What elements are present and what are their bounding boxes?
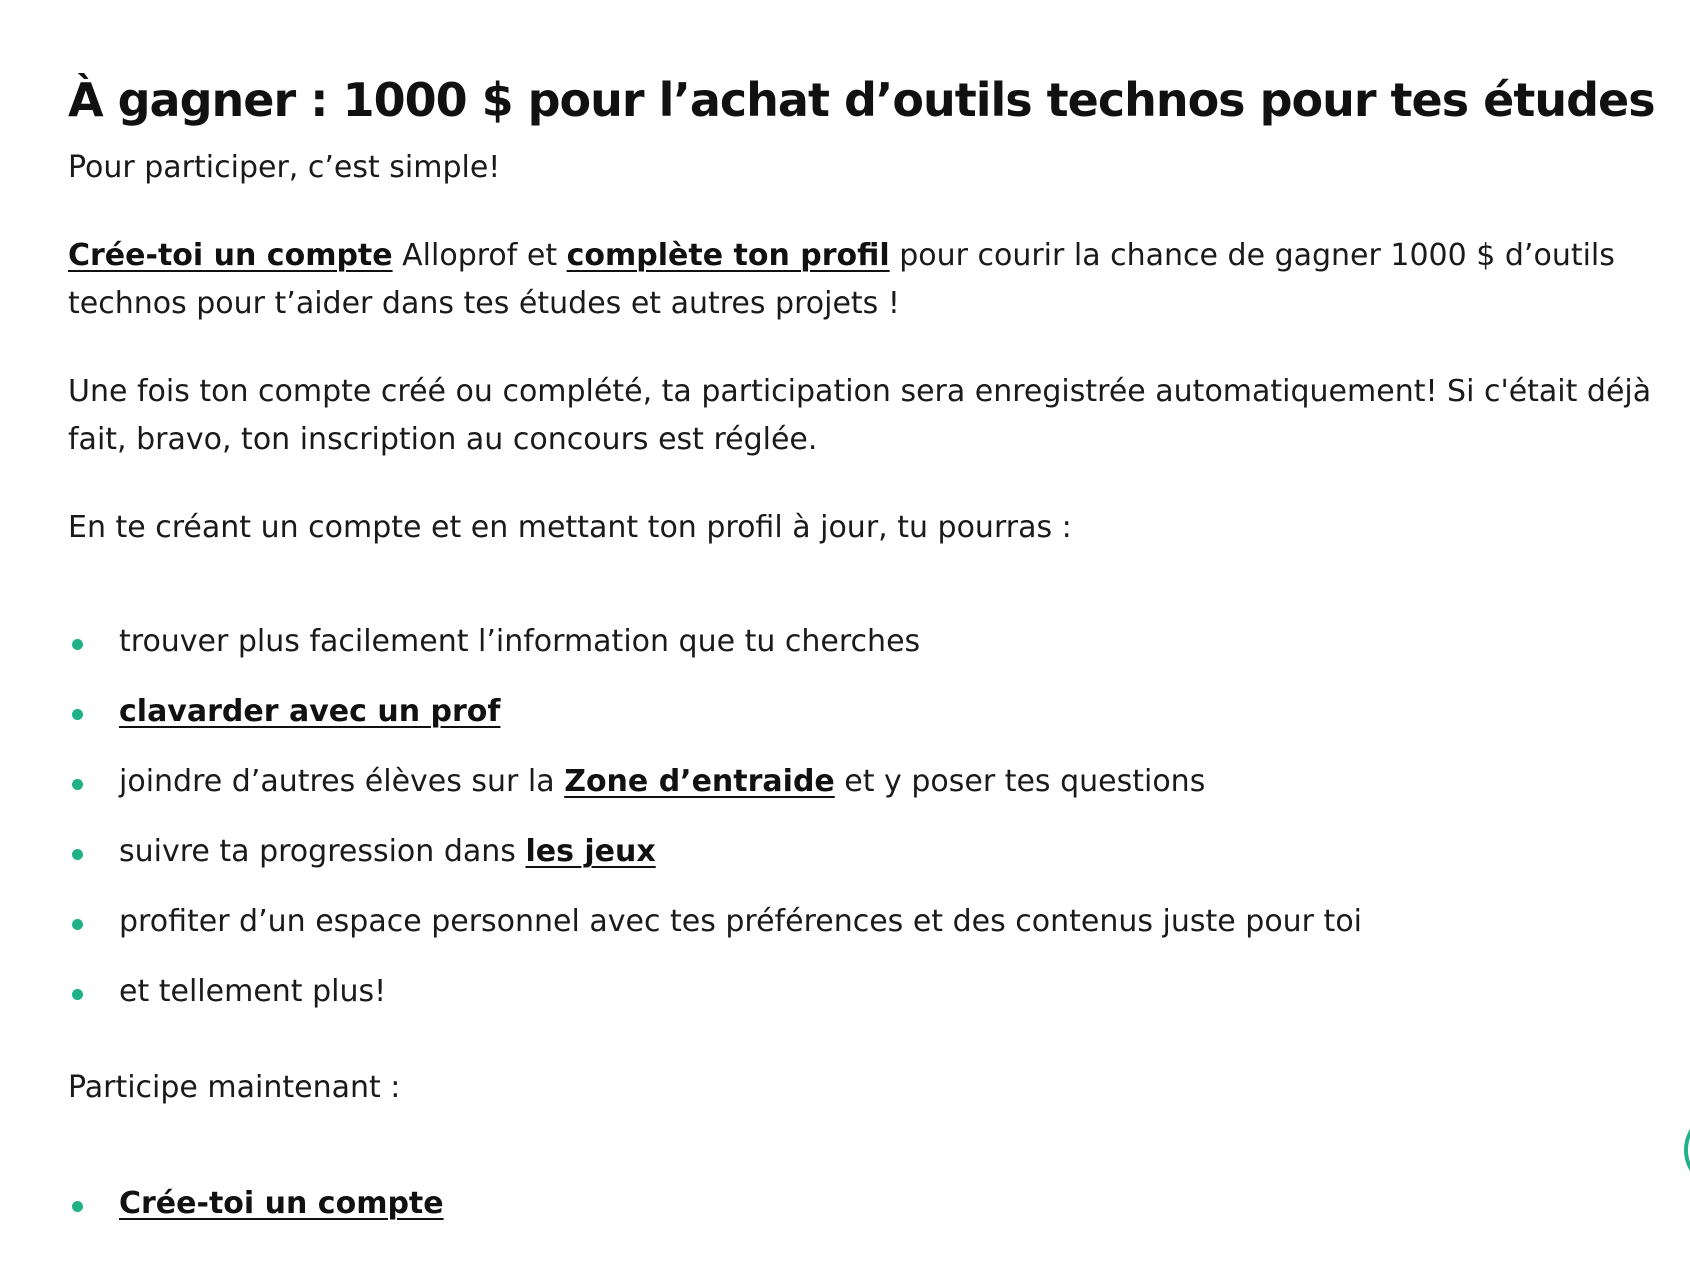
complete-profile-link[interactable]: complète ton profil bbox=[566, 238, 890, 273]
bullet-icon bbox=[72, 709, 83, 720]
cta-intro: Participe maintenant : bbox=[68, 1070, 401, 1105]
bullet-icon bbox=[72, 1201, 83, 1212]
list-item bbox=[68, 902, 1690, 942]
auto-registration-paragraph bbox=[68, 368, 1690, 464]
account-text-1: Alloprof et bbox=[392, 238, 567, 273]
bullet-icon bbox=[72, 639, 83, 650]
help-zone-link[interactable]: Zone d’entraide bbox=[564, 764, 835, 799]
list-item bbox=[68, 622, 1690, 662]
cta-create-account-link[interactable]: Crée-toi un compte bbox=[119, 1186, 444, 1221]
bullet-icon bbox=[72, 779, 83, 790]
benefit-text: profiter d’un espace personnel avec tes préférences et des contenus juste pour toi bbox=[119, 904, 1363, 939]
account-paragraph bbox=[68, 232, 1690, 328]
benefit-text: joindre d’autres élèves sur la bbox=[119, 764, 565, 799]
benefits-intro: En te créant un compte et en mettant ton profil à jour, tu pourras : bbox=[68, 510, 1072, 545]
auto-text-line1: Une fois ton compte créé ou complété, ta participation sera enregistrée automatiquement! Si c'était déjà bbox=[68, 374, 1652, 409]
account-text-line2: technos pour t’aider dans tes études et autres projets ! bbox=[68, 286, 900, 321]
list-item bbox=[68, 1184, 1690, 1224]
benefit-text: suivre ta progression dans bbox=[119, 834, 526, 869]
list-item bbox=[68, 832, 1690, 872]
page-title: À gagner : 1000 $ pour l’achat d’outils technos pour tes études bbox=[68, 73, 1655, 127]
benefit-text: et tellement plus! bbox=[119, 974, 387, 1009]
list-item bbox=[68, 972, 1690, 1012]
benefit-text: trouver plus facilement l’information que tu cherches bbox=[119, 624, 921, 659]
bullet-icon bbox=[72, 849, 83, 860]
list-item bbox=[68, 762, 1690, 802]
cta-list bbox=[68, 1184, 1690, 1224]
benefits-list bbox=[68, 622, 1690, 1012]
auto-text-line2: fait, bravo, ton inscription au concours est réglée. bbox=[68, 422, 818, 457]
create-account-link[interactable]: Crée-toi un compte bbox=[68, 238, 393, 273]
bullet-icon bbox=[72, 989, 83, 1000]
bullet-icon bbox=[72, 919, 83, 930]
list-item bbox=[68, 692, 1690, 732]
benefit-text: et y poser tes questions bbox=[834, 764, 1206, 799]
games-link[interactable]: les jeux bbox=[525, 834, 656, 869]
article-content bbox=[68, 64, 1690, 1254]
chat-with-teacher-link[interactable]: clavarder avec un prof bbox=[119, 694, 501, 729]
intro-text: Pour participer, c’est simple! bbox=[68, 150, 501, 185]
account-text-2: pour courir la chance de gagner 1000 $ d’outils bbox=[889, 238, 1615, 273]
